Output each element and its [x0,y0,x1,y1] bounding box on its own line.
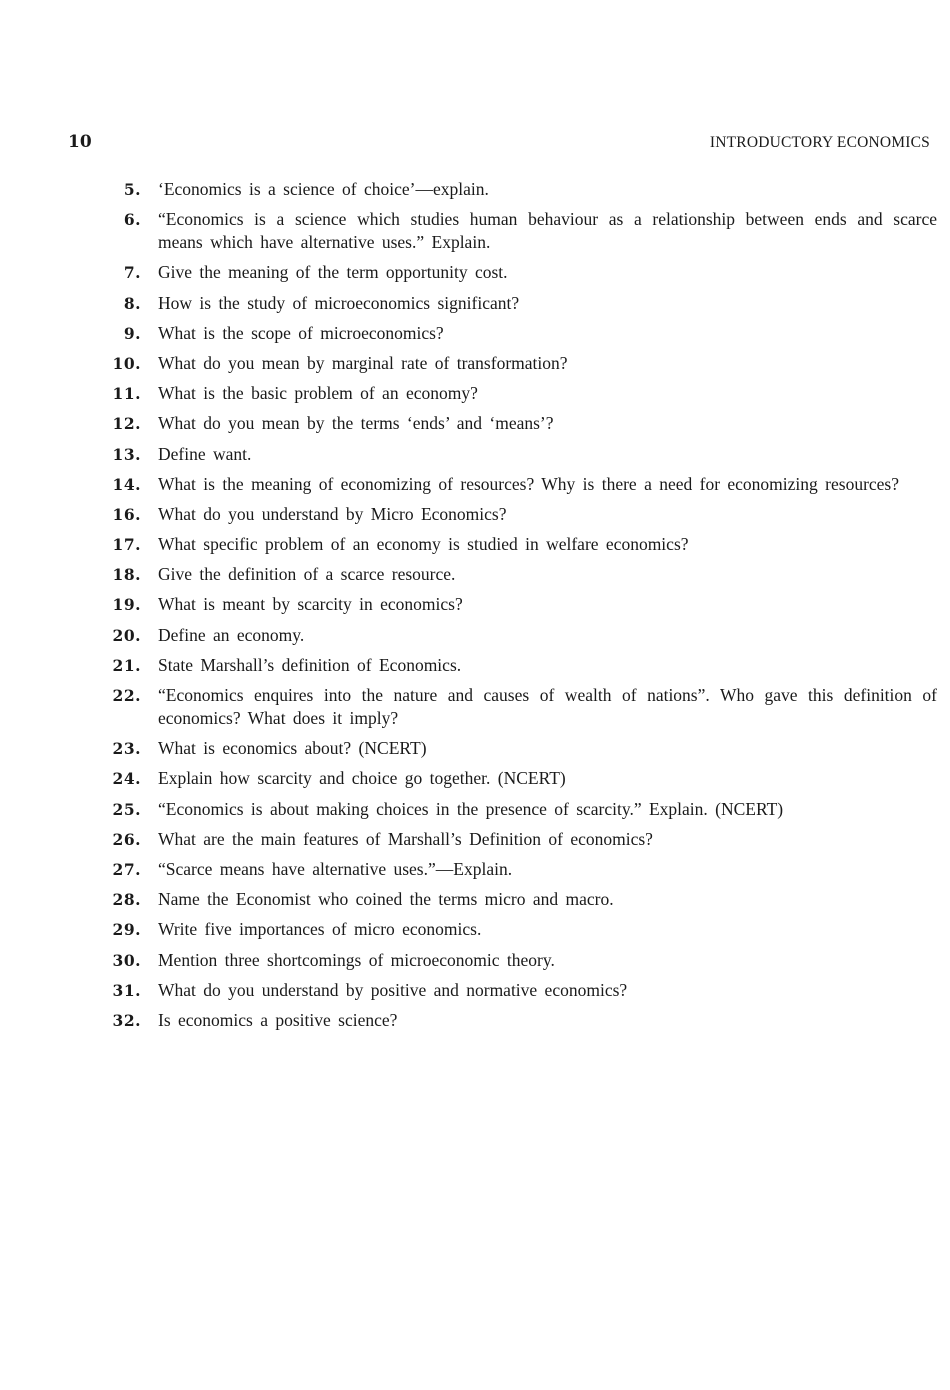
question-item [110,828,937,851]
question-item [110,412,937,435]
question-text: “Economics is a science which studies human behaviour as a relationship between ends and scarce means which have alternative uses.” Explain. [158,209,937,253]
question-item [110,888,937,911]
question-number: 19. [112,595,141,615]
question-item [110,949,937,972]
question-item [110,737,937,760]
question-number: 18. [112,565,141,585]
question-text: Mention three shortcomings of microeconomic theory. [158,949,555,970]
question-item [110,624,937,647]
question-text: “Scarce means have alternative uses.”—Explain. [158,858,513,879]
question-text: What is the meaning of economizing of resources? Why is there a need for economizing resources? [158,473,900,494]
question-item [110,382,937,405]
question-number: 11. [112,384,141,404]
question-item [110,208,937,254]
question-text: What do you understand by Micro Economics? [158,503,507,524]
question-number: 28. [112,890,141,910]
question-number: 29. [112,920,141,940]
question-item [110,503,937,526]
question-text: What do you mean by the terms ‘ends’ and ‘means’? [158,413,554,434]
question-number: 13. [112,444,141,464]
question-text: What is the scope of microeconomics? [158,322,444,343]
question-number: 23. [112,739,141,759]
question-text: What is the basic problem of an economy? [158,383,478,404]
question-text: Write five importances of micro economics. [158,919,482,940]
question-number: 32. [112,1010,141,1030]
question-text: How is the study of microeconomics significant? [158,292,520,313]
question-number: 24. [112,769,141,789]
question-text: “Economics is about making choices in the presence of scarcity.” Explain. (NCERT) [158,798,784,819]
question-text: Give the meaning of the term opportunity cost. [158,262,508,283]
question-text: Define want. [158,443,252,464]
question-item [110,767,937,790]
question-number: 31. [112,980,141,1000]
question-item [110,261,937,284]
question-number: 27. [112,859,141,879]
question-item [110,292,937,315]
question-text: “Economics enquires into the nature and causes of wealth of nations”. Who gave this definition of economics? What does it imply? [158,685,937,728]
question-text: What do you mean by marginal rate of transformation? [158,352,568,373]
question-item [110,322,937,345]
question-number: 26. [112,829,141,849]
question-number: 17. [112,535,141,555]
question-item [110,858,937,881]
question-text: Define an economy. [158,624,305,645]
question-number: 9. [123,323,141,343]
question-item [110,178,937,201]
question-number: 8. [123,293,141,313]
question-text: Name the Economist who coined the terms micro and macro. [158,889,614,910]
question-number: 12. [112,414,141,434]
page-number: 10 [68,132,92,152]
question-text: Explain how scarcity and choice go together. (NCERT) [158,768,566,789]
question-number: 20. [112,625,141,645]
question-item [110,979,937,1002]
question-item [110,918,937,941]
question-item [110,654,937,677]
question-number: 14. [112,474,141,494]
question-item [110,1009,937,1032]
running-head-title: INTRODUCTORY ECONOMICS [709,134,930,151]
question-text: Is economics a positive science? [158,1009,398,1030]
question-number: 22. [112,686,141,705]
question-text: ‘Economics is a science of choice’—explain. [158,179,489,199]
question-item [110,443,937,466]
question-item [110,798,937,821]
question-number: 30. [112,950,141,970]
question-item [110,684,937,730]
question-item [110,563,937,586]
question-list [110,178,937,1039]
question-text: State Marshall’s definition of Economics. [158,654,462,675]
question-item [110,352,937,375]
question-item [110,473,937,496]
question-text: What do you understand by positive and normative economics? [158,979,628,1000]
question-number: 5. [123,180,141,199]
question-number: 6. [123,210,141,230]
question-number: 7. [123,263,141,283]
question-number: 10. [112,353,141,373]
question-item [110,533,937,556]
question-text: What is meant by scarcity in economics? [158,594,463,615]
question-item [110,593,937,616]
question-text: What specific problem of an economy is studied in welfare economics? [158,534,689,555]
question-number: 25. [112,799,141,819]
question-text: Give the definition of a scarce resource. [158,564,456,585]
question-text: What is economics about? (NCERT) [158,738,427,759]
question-text: What are the main features of Marshall’s Definition of economics? [158,828,653,849]
question-number: 16. [112,504,141,524]
question-number: 21. [112,655,141,675]
